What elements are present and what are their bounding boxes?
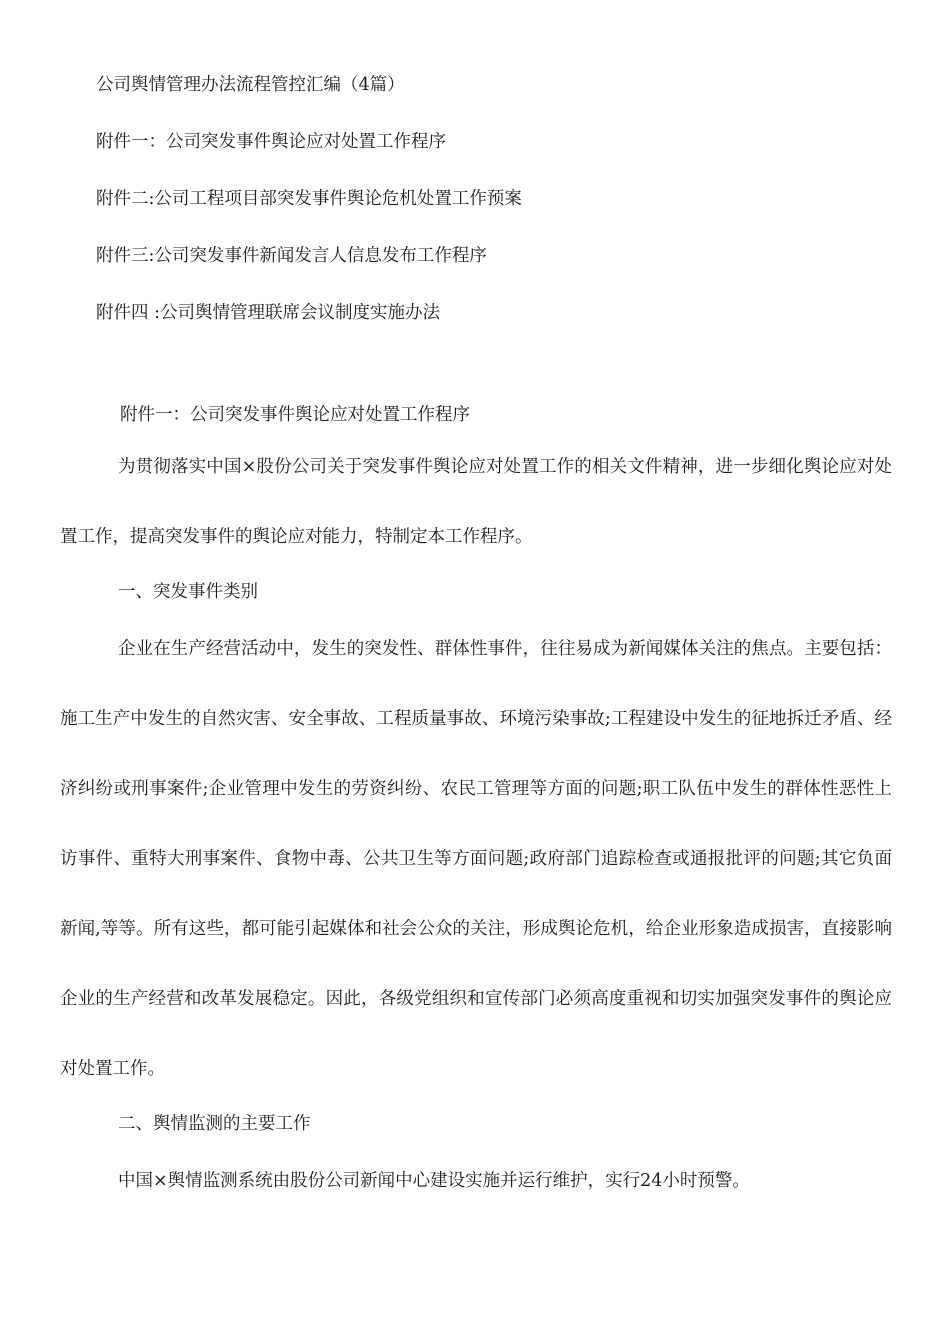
categories-paragraph: 企业在生产经营活动中，发生的突发性、群体性事件，往往易成为新闻媒体关注的焦点。主要包括：施工生产中发生的自然灾害、安全事故、工程质量事故、环境污染事故;工程建设中发生的征地拆迁矛盾、经济纠纷或刑事案件;企业管理中发生的劳资纠纷、农民工管理等方面的问题;职工队伍中发生的群体性恶性上访事件、重特大刑事案件、食物中毒、公共卫生等方面问题;政府部门追踪检查或通报批评的问题;其它负面新闻,等等。所有这些，都可能引起媒体和社会公众的关注，形成舆论危机，给企业形象造成损害，直接影响企业的生产经营和改革发展稳定。因此，各级党组织和宣传部门必须高度重视和切实加强突发事件的舆论应对处置工作。 (60, 639, 892, 1079)
toc-item-attachment-1: 附件一：公司突发事件舆论应对处置工作程序 (96, 132, 446, 152)
monitoring-paragraph: 中国×舆情监测系统由股份公司新闻中心建设实施并运行维护，实行24小时预警。 (118, 1171, 750, 1191)
toc-item-attachment-2: 附件二:公司工程项目部突发事件舆论危机处置工作预案 (96, 189, 522, 209)
document-title: 公司舆情管理办法流程管控汇编（4篇） (96, 75, 405, 95)
section-heading-categories: 一、突发事件类别 (118, 582, 258, 602)
attachment-heading: 附件一：公司突发事件舆论应对处置工作程序 (120, 405, 470, 425)
toc-item-attachment-3: 附件三:公司突发事件新闻发言人信息发布工作程序 (96, 246, 487, 266)
document-body (60, 400, 892, 1196)
toc-item-attachment-4: 附件四 :公司舆情管理联席会议制度实施办法 (96, 303, 440, 323)
table-of-contents (96, 70, 896, 355)
intro-paragraph: 为贯彻落实中国×股份公司关于突发事件舆论应对处置工作的相关文件精神，进一步细化舆论应对处置工作，提高突发事件的舆论应对能力，特制定本工作程序。 (60, 457, 892, 547)
section-heading-monitoring: 二、舆情监测的主要工作 (118, 1114, 311, 1134)
